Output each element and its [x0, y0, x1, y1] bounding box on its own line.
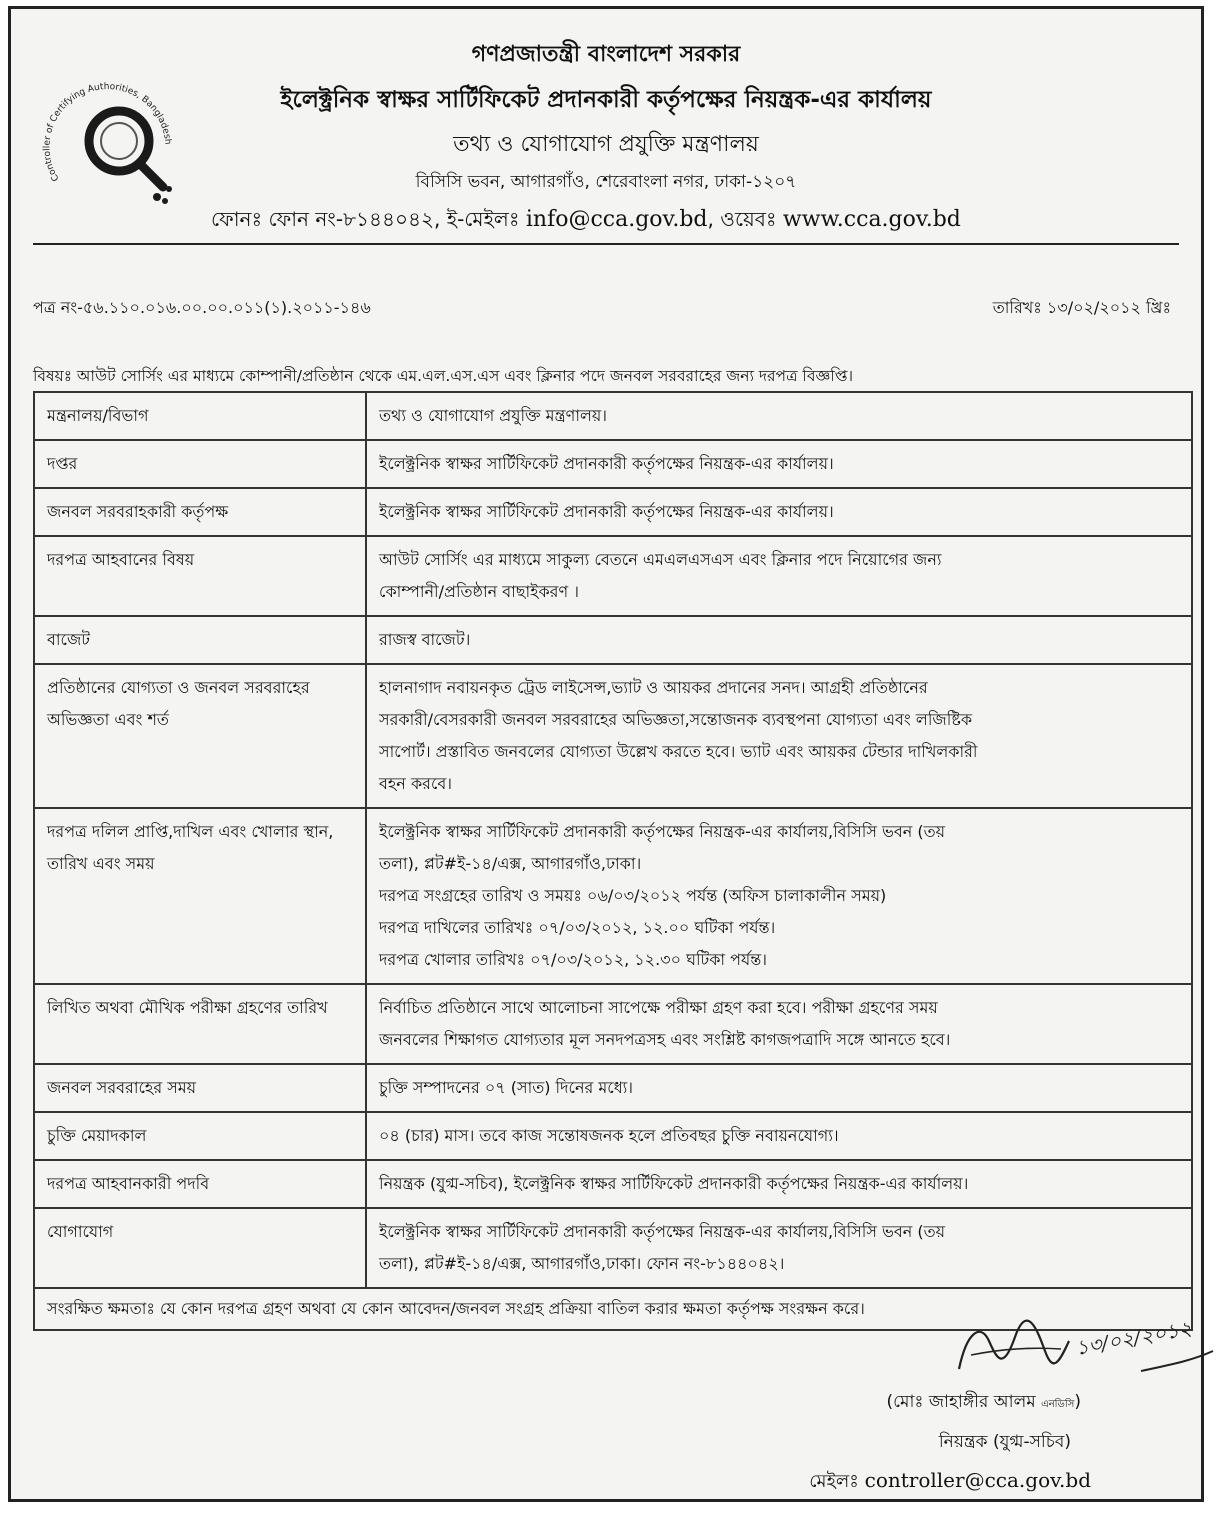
row-value-line: রাজস্ব বাজেট।: [379, 630, 471, 649]
row-label: দরপত্র আহবানের বিষয়: [34, 536, 366, 616]
handwritten-signature: [941, 1311, 1216, 1381]
row-label: জনবল সরবরাহের সময়: [34, 1064, 366, 1112]
table-row: [34, 440, 1192, 488]
reserved-rights-note: সংরক্ষিত ক্ষমতাঃ যে কোন দরপত্র গ্রহণ অথবা যে কোন আবেদন/জনবল সংগ্রহ প্রক্রিয়া বাতিল করার ক্ষমতা কর্তৃপক্ষ সংরক্ষন করে।: [34, 1288, 1192, 1330]
row-value: [366, 1208, 1192, 1288]
row-value: [366, 808, 1192, 984]
table-row: [34, 1208, 1192, 1288]
row-value-line: সরকারী/বেসরকারী জনবল সরবরাহের অভিজ্ঞতা,সন্তোজনক ব্যবস্থপনা যোগ্যতা এবং লজিষ্টিক: [379, 710, 973, 729]
signature-underline: [971, 1348, 1061, 1355]
subject-line: বিষয়ঃ আউট সোর্সিং এর মাধ্যমে কোম্পানী/প্রতিষ্ঠান থেকে এম.এল.এস.এস এবং ক্লিনার পদে জনবল সরবরাহের জন্য দরপত্র বিজ্ঞপ্তি।: [33, 367, 853, 385]
row-label: দরপত্র আহবানকারী পদবি: [34, 1160, 366, 1208]
row-value-line: বহন করবে।: [379, 774, 452, 793]
row-value: [366, 1064, 1192, 1112]
row-value-line: আউট সোর্সিং এর মাধ্যমে সাকুল্য বেতনে এমএলএসএস এবং ক্লিনার পদে নিয়োগের জন্য: [379, 550, 942, 569]
row-value-line: কোম্পানী/প্রতিষ্ঠান বাছাইকরণ ।: [379, 582, 579, 601]
memo-number: পত্র নং-৫৬.১১০.০১৬.০০.০০.০১১(১).২০১১-১৪৬: [33, 298, 371, 317]
row-value-line: ইলেক্ট্রনিক স্বাক্ষর সার্টিফিকেট প্রদানকারী কর্তৃপক্ষের নিয়ন্ত্রক-এর কার্যালয়।: [379, 454, 834, 473]
row-label: দরপত্র দলিল প্রাপ্তি,দাখিল এবং খোলার স্থান, তারিখ এবং সময়: [34, 808, 366, 984]
row-value: [366, 984, 1192, 1064]
web-label: , ওয়েবঃ: [707, 207, 783, 231]
row-value-line: ইলেক্ট্রনিক স্বাক্ষর সার্টিফিকেট প্রদানকারী কর্তৃপক্ষের নিয়ন্ত্রক-এর কার্যালয়,বিসিসি ভবন (তয়: [379, 822, 946, 841]
row-value-line: জনবলের শিক্ষাগত যোগ্যতার মূল সনদপত্রসহ এবং সংশ্লিষ্ট কাগজপত্রাদি সঙ্গে আনতে হবে।: [379, 1030, 951, 1049]
tender-table-body: [34, 392, 1192, 1330]
table-row: [34, 984, 1192, 1064]
row-value-line: সাপোর্ট। প্রস্তাবিত জনবলের যোগ্যতা উল্লেখ করতে হবে। ভ্যাট এবং আয়কর টেন্ডার দাখিলকারী: [379, 742, 978, 761]
row-label: চুক্তি মেয়াদকাল: [34, 1112, 366, 1160]
row-value-line: দরপত্র সংগ্রহের তারিখ ও সময়ঃ ০৬/০৩/২০১২ পর্যন্ত (অফিস চালাকালীন সময়): [379, 886, 887, 905]
handwritten-date: ১৩/০২/২০১২: [1073, 1315, 1194, 1360]
table-row: [34, 1112, 1192, 1160]
signature-tail: [1141, 1351, 1213, 1371]
government-title: গণপ্রজাতন্ত্রী বাংলাদেশ সরকার: [471, 42, 741, 67]
table-row: [34, 808, 1192, 984]
table-row: [34, 664, 1192, 808]
row-label: বাজেট: [34, 616, 366, 664]
notice-page: [8, 6, 1204, 1502]
controller-email-link[interactable]: controller@cca.gov.bd: [864, 1468, 1091, 1492]
row-label: দপ্তর: [34, 440, 366, 488]
signatory-title: নিয়ন্ত্রক (যুগ্ম-সচিব): [938, 1432, 1071, 1452]
row-value-line: ইলেক্ট্রনিক স্বাক্ষর সার্টিফিকেট প্রদানকারী কর্তৃপক্ষের নিয়ন্ত্রক-এর কার্যালয়।: [379, 502, 834, 521]
email-link[interactable]: info@cca.gov.bd: [525, 207, 708, 232]
row-label: প্রতিষ্ঠানের যোগ্যতা ও জনবল সরবরাহের অভিজ্ঞতা এবং শর্ত: [34, 664, 366, 808]
row-value: [366, 440, 1192, 488]
table-row: [34, 1064, 1192, 1112]
row-value: [366, 392, 1192, 440]
ministry-title: তথ্য ও যোগাযোগ প্রযুক্তি মন্ত্রণালয়: [453, 132, 759, 157]
row-value-line: ০৪ (চার) মাস। তবে কাজ সন্তোষজনক হলে প্রতিবছর চুক্তি নবায়নযোগ্য।: [379, 1126, 839, 1145]
row-value: [366, 488, 1192, 536]
table-row: [34, 392, 1192, 440]
signatory-suffix: এনডিসি: [1041, 1399, 1075, 1410]
row-value: [366, 664, 1192, 808]
row-value-line: ইলেক্ট্রনিক স্বাক্ষর সার্টিফিকেট প্রদানকারী কর্তৃপক্ষের নিয়ন্ত্রক-এর কার্যালয়,বিসিসি ভবন (তয়: [379, 1222, 946, 1241]
tender-table: [33, 391, 1193, 1331]
row-label: লিখিত অথবা মৌখিক পরীক্ষা গ্রহণের তারিখ: [34, 984, 366, 1064]
row-value-line: তলা), প্লট#ই-১৪/এক্স, আগারগাঁও,ঢাকা।: [379, 854, 642, 873]
row-label: জনবল সরবরাহকারী কর্তৃপক্ষ: [34, 488, 366, 536]
website-link[interactable]: www.cca.gov.bd: [782, 207, 961, 232]
row-label: যোগাযোগ: [34, 1208, 366, 1288]
logo-dot: [162, 198, 168, 204]
mail-label: মেইলঃ: [809, 1471, 865, 1492]
row-value-line: দরপত্র দাখিলের তারিখঃ ০৭/০৩/২০১২, ১২.০০ ঘটিকা পর্যন্ত।: [379, 918, 776, 937]
row-value: [366, 616, 1192, 664]
table-row: [34, 488, 1192, 536]
table-row: [34, 536, 1192, 616]
signatory-mail: [809, 1467, 1091, 1498]
header-divider: [33, 243, 1179, 245]
table-row: [34, 616, 1192, 664]
logo-arc-text: Controller of Certifying Authorities, Bangladesh: [42, 82, 173, 183]
table-row: [34, 1160, 1192, 1208]
signature-stroke: [959, 1321, 1069, 1369]
row-value-line: দরপত্র খোলার তারিখঃ ০৭/০৩/২০১২, ১২.৩০ ঘটিকা পর্যন্ত।: [379, 950, 767, 969]
row-label: মন্ত্রনালয়/বিভাগ: [34, 392, 366, 440]
row-value: [366, 1160, 1192, 1208]
row-value: [366, 1112, 1192, 1160]
row-value-line: নিয়ন্ত্রক (যুগ্ম-সচিব), ইলেক্ট্রনিক স্বাক্ষর সার্টিফিকেট প্রদানকারী কর্তৃপক্ষের নিয়ন্ত্রক-এর কার্যালয়।: [379, 1174, 969, 1193]
signatory-name: [886, 1389, 1081, 1417]
row-value-line: নির্বাচিত প্রতিষ্ঠানে সাথে আলোচনা সাপেক্ষে পরীক্ষা গ্রহণ করা হবে। পরীক্ষা গ্রহণের সময়: [379, 998, 938, 1017]
row-value: [366, 536, 1192, 616]
row-value-line: তথ্য ও যোগাযোগ প্রযুক্তি মন্ত্রণালয়।: [379, 406, 608, 425]
contact-line: [211, 205, 961, 238]
office-title: ইলেক্ট্রনিক স্বাক্ষর সার্টিফিকেট প্রদানকারী কর্তৃপক্ষের নিয়ন্ত্রক-এর কার্যালয়: [280, 87, 932, 113]
signatory-name-close: ): [1074, 1392, 1081, 1412]
phone-label: ফোনঃ ফোন নং-৮১৪৪০৪২, ই-মেইলঃ: [211, 207, 526, 231]
row-value-line: চুক্তি সম্পাদনের ০৭ (সাত) দিনের মধ্যে।: [379, 1078, 634, 1097]
row-value-line: হালনাগাদ নবায়নকৃত ট্রেড লাইসেন্স,ভ্যাট ও আয়কর প্রদানের সনদ। আগ্রহী প্রতিষ্ঠানের: [379, 678, 928, 697]
office-address: বিসিসি ভবন, আগারগাঁও, শেরেবাংলা নগর, ঢাকা-১২০৭: [415, 172, 797, 192]
signatory-name-text: (মোঃ জাহাঙ্গীর আলম: [886, 1392, 1042, 1412]
memo-date: তারিখঃ ১৩/০২/২০১২ খ্রিঃ: [992, 298, 1171, 317]
row-value-line: তলা), প্লট#ই-১৪/এক্স, আগারগাঁও,ঢাকা। ফোন নং-৮১৪৪০৪২।: [379, 1254, 785, 1273]
